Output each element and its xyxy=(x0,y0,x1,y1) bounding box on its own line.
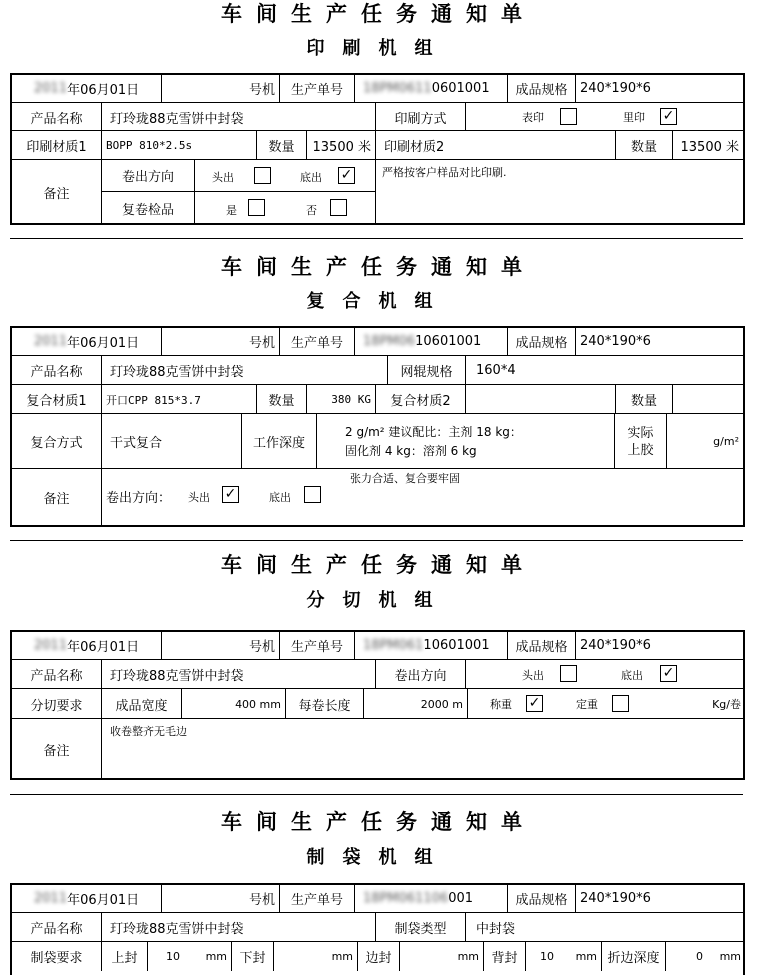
back-seal-unit: mm xyxy=(575,950,597,963)
head-out-label: 头出 xyxy=(522,668,544,682)
qty2-label-cell xyxy=(616,131,673,160)
depth-label: 工作深度 xyxy=(252,436,305,451)
machine-cell xyxy=(162,632,280,659)
remark-label-cell xyxy=(12,719,102,779)
qty1-value: 13500 米 xyxy=(312,140,371,155)
actual-glue-value-cell xyxy=(667,414,743,469)
qty2-value: 13500 米 xyxy=(680,140,739,155)
machine-label: 号机 xyxy=(248,640,275,655)
surface-print-label: 表印 xyxy=(522,111,544,124)
back-seal-value-cell xyxy=(526,942,602,971)
bag-doc-title: 车间生产任务通知单 xyxy=(221,810,536,834)
surface-print-checkbox[interactable] xyxy=(560,108,577,125)
wind-label-cell xyxy=(376,660,466,689)
date-suffix: 年06月01日 xyxy=(67,336,140,351)
req-label-cell xyxy=(12,689,102,719)
divider-2 xyxy=(10,540,743,541)
remark-value: 收卷整齐无毛边 xyxy=(110,725,187,738)
spec-label: 成品规格 xyxy=(515,83,568,98)
top-seal-value-cell xyxy=(148,942,232,971)
date-prefix: 2011 xyxy=(34,638,68,653)
machine-cell xyxy=(162,328,280,355)
material2-label-cell xyxy=(376,385,466,414)
product-value: 玎玲珑88克雪饼中封袋 xyxy=(110,922,244,937)
order-label: 生产单号 xyxy=(290,640,343,655)
qty1-label: 数量 xyxy=(268,394,295,409)
req-label: 制袋要求 xyxy=(30,951,83,966)
date-suffix: 年06月01日 xyxy=(67,640,140,655)
top-seal-unit: mm xyxy=(205,950,227,963)
top-seal-label-cell xyxy=(102,942,148,971)
material1-label: 复合材质1 xyxy=(26,394,87,409)
print-subtitle: 印刷机组 xyxy=(306,38,451,59)
spec-value: 240*190*6 xyxy=(580,81,651,96)
length-value: 2000 m xyxy=(420,697,463,711)
order-label-cell xyxy=(280,885,355,912)
req-label-cell xyxy=(12,942,102,971)
head-out-checkbox[interactable]: ✓ xyxy=(222,486,239,503)
divider-3 xyxy=(10,794,743,795)
qty1-value-cell xyxy=(307,385,376,414)
inner-print-checkbox[interactable]: ✓ xyxy=(660,108,677,125)
material2-value-cell xyxy=(466,385,616,414)
spec-label-cell xyxy=(508,885,576,912)
wind-label: 卷出方向 xyxy=(394,669,447,684)
lower-seal-value-cell xyxy=(274,942,358,971)
material1-value: BOPP 810*2.5s xyxy=(106,139,193,152)
top-seal-label: 上封 xyxy=(111,951,138,966)
head-out-label: 头出 xyxy=(212,171,234,184)
remark-value: 严格按客户样品对比印刷. xyxy=(382,166,507,179)
recheck-label: 复卷检品 xyxy=(121,202,174,218)
material1-value: 开口CPP 815*3.7 xyxy=(106,393,201,407)
date-prefix: 2011 xyxy=(34,334,68,349)
weigh-checkbox[interactable]: ✓ xyxy=(526,695,543,712)
method-options-cell xyxy=(466,103,743,131)
slit-doc-title: 车间生产任务通知单 xyxy=(221,553,536,577)
actual-glue-label-2: 上胶 xyxy=(627,442,654,458)
lower-seal-label: 下封 xyxy=(239,951,266,966)
back-seal-value: 10 xyxy=(540,950,554,963)
depth-label-cell xyxy=(242,414,317,469)
machine-cell xyxy=(162,885,280,912)
qty1-label: 数量 xyxy=(268,140,295,155)
bag-subtitle: 制袋机组 xyxy=(306,847,451,868)
product-label: 产品名称 xyxy=(30,669,83,684)
bottom-out-label: 底出 xyxy=(300,171,322,184)
width-label-cell xyxy=(102,689,182,719)
fixed-weight-label: 定重 xyxy=(576,698,598,711)
spec-label-cell xyxy=(508,632,576,659)
order-label: 生产单号 xyxy=(290,336,343,351)
roller-value-cell xyxy=(466,356,743,385)
material2-label-cell xyxy=(376,131,616,160)
date-cell xyxy=(12,632,162,659)
remark-value-cell xyxy=(376,160,743,224)
product-label-cell xyxy=(12,660,102,689)
weigh-options-cell xyxy=(468,689,743,719)
product-label-cell xyxy=(12,913,102,942)
spec-label: 成品规格 xyxy=(515,336,568,351)
remark-label: 备注 xyxy=(43,492,70,507)
order-label-cell xyxy=(280,75,355,102)
bottom-out-checkbox[interactable] xyxy=(304,486,321,503)
head-out-checkbox[interactable] xyxy=(560,665,577,682)
wind-label: 卷出方向： xyxy=(106,491,172,506)
lower-seal-label-cell xyxy=(232,942,274,971)
date-cell xyxy=(12,885,162,912)
glue-ratio-line1: 2 g/m² 建议配比：主剂 18 kg： xyxy=(345,424,522,439)
machine-label: 号机 xyxy=(248,83,275,98)
product-value-cell xyxy=(102,660,376,689)
remark-value: 张力合适、复合要牢固 xyxy=(350,472,460,485)
fold-depth-value-cell xyxy=(666,942,743,971)
product-label-cell xyxy=(12,103,102,131)
product-label: 产品名称 xyxy=(30,365,83,380)
qty2-label: 数量 xyxy=(630,394,657,409)
qty1-value-cell xyxy=(307,131,376,160)
product-value: 玎玲珑88克雪饼中封袋 xyxy=(110,111,244,127)
bottom-out-label: 底出 xyxy=(269,491,291,504)
material1-value-cell xyxy=(102,385,257,414)
edge-seal-label: 边封 xyxy=(365,951,392,966)
print-table xyxy=(10,73,745,225)
weigh-label: 称重 xyxy=(490,698,512,711)
date-cell xyxy=(12,75,162,102)
material1-label-cell xyxy=(12,385,102,414)
qty1-label-cell xyxy=(257,131,307,160)
product-value: 玎玲珑88克雪饼中封袋 xyxy=(110,669,244,684)
material1-label-cell xyxy=(12,131,102,160)
bag-table xyxy=(10,883,745,975)
fold-depth-label: 折边深度 xyxy=(607,951,660,966)
recheck-yes-checkbox[interactable] xyxy=(248,199,265,216)
top-seal-value: 10 xyxy=(166,950,180,963)
inner-print-label: 里印 xyxy=(623,111,645,124)
lower-seal-unit: mm xyxy=(331,950,353,963)
product-value-cell xyxy=(102,913,376,942)
product-value-cell xyxy=(102,356,388,385)
date-cell xyxy=(12,328,162,355)
head-out-checkbox[interactable] xyxy=(254,167,271,184)
length-label: 每卷长度 xyxy=(298,698,351,714)
machine-cell xyxy=(162,75,280,102)
remark-value-cell xyxy=(102,469,743,526)
date-suffix: 年06月01日 xyxy=(67,893,140,908)
spec-value-cell xyxy=(576,328,743,355)
qty2-label-cell xyxy=(616,385,673,414)
order-no-cell xyxy=(355,632,508,659)
glue-ratio-cell xyxy=(317,414,615,469)
material1-label: 印刷材质1 xyxy=(26,140,87,155)
date-prefix: 2011 xyxy=(34,891,68,906)
product-value-cell xyxy=(102,103,376,131)
order-no-tail: 10601001 xyxy=(423,638,490,653)
bagtype-value-cell xyxy=(466,913,743,942)
order-no-tail: 10601001 xyxy=(415,334,482,349)
order-no-hidden: 18PM061106 xyxy=(363,891,449,906)
date-prefix: 2011 xyxy=(34,81,68,96)
remark-label: 备注 xyxy=(43,743,70,759)
spec-value-cell xyxy=(576,632,743,659)
laminate-table xyxy=(10,326,745,527)
width-label: 成品宽度 xyxy=(115,698,168,714)
roller-label: 网辊规格 xyxy=(400,365,453,380)
length-value-cell xyxy=(364,689,468,719)
product-value: 玎玲珑88克雪饼中封袋 xyxy=(110,365,244,380)
spec-value: 240*190*6 xyxy=(580,638,651,653)
fold-depth-value: 0 xyxy=(696,950,703,963)
product-label-cell xyxy=(12,356,102,385)
slit-table xyxy=(10,630,745,780)
bottom-out-checkbox[interactable]: ✓ xyxy=(338,167,355,184)
width-value-cell xyxy=(182,689,286,719)
spec-value: 240*190*6 xyxy=(580,891,651,906)
bottom-out-checkbox[interactable]: ✓ xyxy=(660,665,677,682)
actual-glue-unit: g/m² xyxy=(713,435,739,448)
method-value: 干式复合 xyxy=(110,436,163,451)
order-label-cell xyxy=(280,632,355,659)
roller-label-cell xyxy=(388,356,466,385)
product-label: 产品名称 xyxy=(30,111,83,127)
order-label: 生产单号 xyxy=(290,893,343,908)
material1-value-cell xyxy=(102,131,257,160)
req-label: 分切要求 xyxy=(30,698,83,714)
length-label-cell xyxy=(286,689,364,719)
bagtype-value: 中封袋 xyxy=(476,922,516,937)
spec-label: 成品规格 xyxy=(515,640,568,655)
spec-value-cell xyxy=(576,885,743,912)
actual-glue-label-cell xyxy=(615,414,667,469)
fold-depth-label-cell xyxy=(602,942,666,971)
edge-seal-value-cell xyxy=(400,942,484,971)
roller-value: 160*4 xyxy=(476,363,516,378)
order-no-cell xyxy=(355,885,508,912)
bagtype-label: 制袋类型 xyxy=(394,922,447,937)
width-value: 400 mm xyxy=(235,697,281,711)
remark-label: 备注 xyxy=(43,186,70,202)
qty2-value-cell xyxy=(673,131,743,160)
actual-glue-label-1: 实际 xyxy=(627,425,654,441)
order-no-cell xyxy=(355,328,508,355)
material2-label: 复合材质2 xyxy=(390,394,451,409)
fold-depth-unit: mm xyxy=(719,950,741,963)
qty1-value: 380 KG xyxy=(331,393,371,406)
method-label: 复合方式 xyxy=(30,436,83,451)
spec-label-cell xyxy=(508,75,576,102)
date-suffix: 年06月01日 xyxy=(67,83,140,98)
back-seal-label: 背封 xyxy=(491,951,518,966)
wind-options-cell xyxy=(466,660,743,689)
qty2-value-cell xyxy=(673,385,743,414)
method-label-cell xyxy=(12,414,102,469)
spec-value-cell xyxy=(576,75,743,102)
method-value-cell xyxy=(102,414,242,469)
edge-seal-unit: mm xyxy=(457,950,479,963)
glue-ratio-line2: 固化剂 4 kg：溶剂 6 kg xyxy=(345,443,477,458)
fixed-weight-checkbox[interactable] xyxy=(612,695,629,712)
machine-label: 号机 xyxy=(248,336,275,351)
recheck-no-label: 否 xyxy=(306,204,317,217)
kg-unit: Kg/卷 xyxy=(712,698,741,711)
laminate-subtitle: 复合机组 xyxy=(306,291,451,312)
order-label: 生产单号 xyxy=(290,83,343,98)
order-no-hidden: 18PM061 xyxy=(363,638,424,653)
order-no-tail: 0601001 xyxy=(431,81,490,96)
wind-label: 卷出方向 xyxy=(121,170,174,185)
spec-label-cell xyxy=(508,328,576,355)
remark-label-cell xyxy=(12,469,102,526)
order-no-tail: 001 xyxy=(448,891,474,906)
order-no-hidden: 18PM06 xyxy=(363,334,416,349)
edge-seal-label-cell xyxy=(358,942,400,971)
bagtype-label-cell xyxy=(376,913,466,942)
head-out-label: 头出 xyxy=(188,491,210,504)
order-no-hidden: 18PM0611 xyxy=(363,81,432,96)
spec-value: 240*190*6 xyxy=(580,334,651,349)
slit-subtitle: 分切机组 xyxy=(306,590,451,611)
material2-label: 印刷材质2 xyxy=(384,140,445,155)
order-label-cell xyxy=(280,328,355,355)
remark-label-cell xyxy=(12,160,102,224)
spec-label: 成品规格 xyxy=(515,893,568,908)
machine-label: 号机 xyxy=(248,893,275,908)
product-label: 产品名称 xyxy=(30,922,83,937)
method-label: 印刷方式 xyxy=(394,111,447,127)
back-seal-label-cell xyxy=(484,942,526,971)
laminate-doc-title: 车间生产任务通知单 xyxy=(221,255,536,279)
qty2-label: 数量 xyxy=(630,140,657,155)
recheck-yes-label: 是 xyxy=(226,204,237,217)
divider-1 xyxy=(10,238,743,239)
recheck-no-checkbox[interactable] xyxy=(330,199,347,216)
print-doc-title: 车间生产任务通知单 xyxy=(221,2,536,26)
bottom-out-label: 底出 xyxy=(621,668,643,682)
order-no-cell xyxy=(355,75,508,102)
remark-value-cell xyxy=(102,719,743,779)
method-label-cell xyxy=(376,103,466,131)
qty1-label-cell xyxy=(257,385,307,414)
